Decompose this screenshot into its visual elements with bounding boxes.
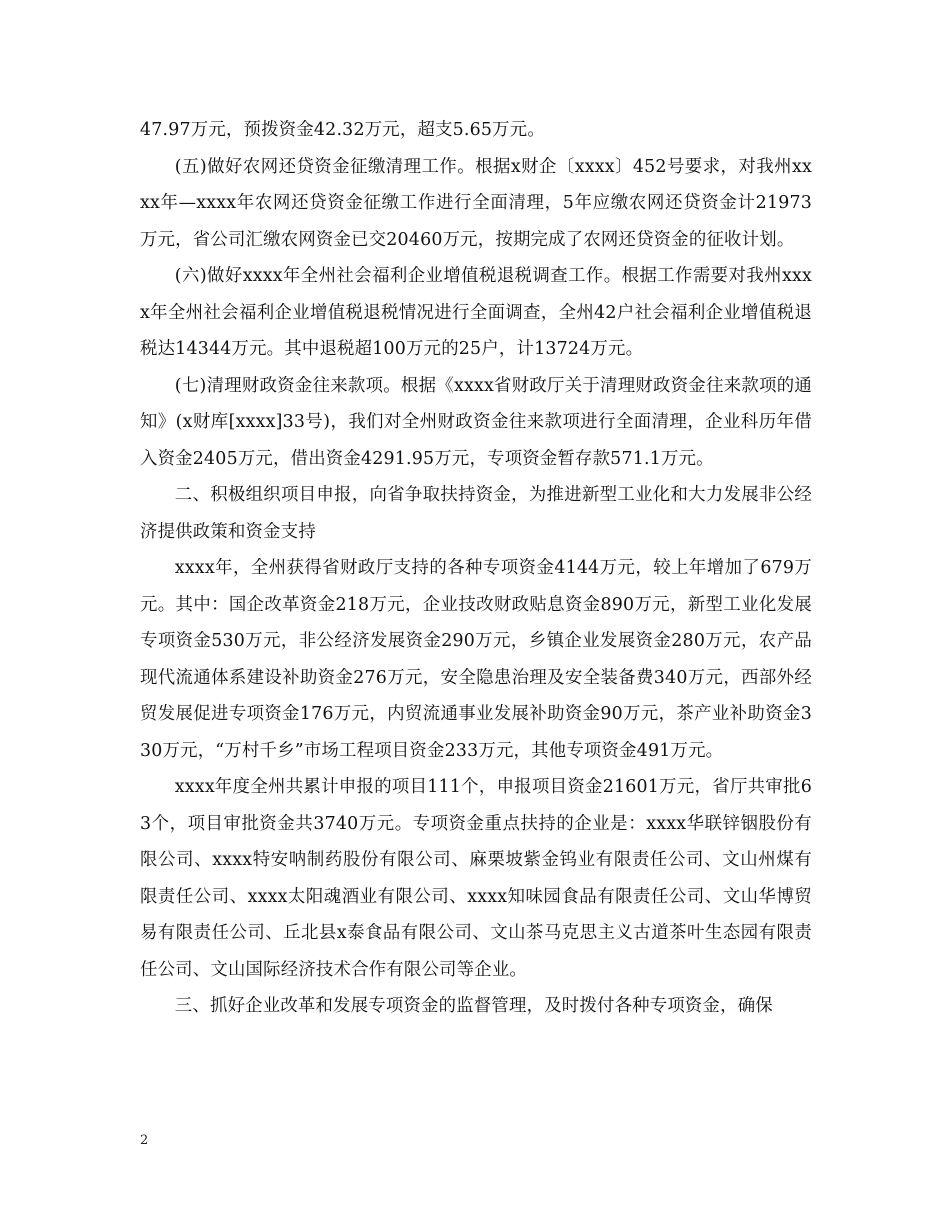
paragraph-welfare-tax-refund: (六)做好xxxx年全州社会福利企业增值税退税调查工作。根据工作需要对我州xxxx年全州社会福利企业增值税退税情况进行全面调查，全州42户社会福利企业增值税退税达14344万元。其中退税超100万元的25户，计13724万元。 [140, 266, 812, 359]
paragraph-fund-clearing: (七)清理财政资金往来款项。根据《xxxx省财政厅关于清理财政资金往来款项的通知》(x财库[xxxx]33号)，我们对全州财政资金往来款项进行全面清理，企业科历年借入资金2405万元，借出资金4291.95万元，专项资金暂存款571.1万元。 [140, 375, 812, 469]
section-heading-project-application: 二、积极组织项目申报，向省争取扶持资金，为推进新型工业化和大力发展非公经济提供政策和资金支持 [140, 485, 812, 542]
paragraph-projects-enterprises: xxxx年度全州共累计申报的项目111个，申报项目资金21601万元，省厅共审批63个，项目审批资金共3740万元。专项资金重点扶持的企业是：xxxx华联锌铟股份有限公司、xxxx特安呐制药股份有限公司、麻栗坡紫金钨业有限责任公司、文山州煤有限责任公司、xxxx太阳魂酒业有限公司、xxxx知味园食品有限责任公司、文山华博贸易有限责任公司、丘北县x泰食品有限公司、文山茶马克思主义古道茶叶生态园有限责任公司、文山国际经济技术合作有限公司等企业。 [140, 777, 812, 980]
section-heading-fund-supervision: 三、抓好企业改革和发展专项资金的监督管理，及时拨付各种专项资金，确保 [174, 996, 773, 1016]
paragraph-rural-grid-loan: (五)做好农网还贷资金征缴清理工作。根据x财企〔xxxx〕452号要求，对我州xxxx年—xxxx年农网还贷资金征缴工作进行全面清理，5年应缴农网还贷资金计21973万元，省公司汇缴农网资金已交20460万元，按期完成了农网还贷资金的征收计划。 [140, 156, 812, 250]
paragraph-special-funds: xxxx年，全州获得省财政厅支持的各种专项资金4144万元，较上年增加了679万元。其中：国企改革资金218万元，企业技改财政贴息资金890万元，新型工业化发展专项资金530万元，非公经济发展资金290万元，乡镇企业发展资金280万元，农产品现代流通体系建设补助资金276万元，安全隐患治理及安全装备费340万元，西部外经贸发展促进专项资金176万元，内贸流通事业发展补助资金90万元，茶产业补助资金330万元，“万村千乡”市场工程项目资金233万元，其他专项资金491万元。 [140, 558, 812, 761]
page-number: 2 [140, 1133, 149, 1148]
document-body [140, 112, 812, 1025]
paragraph-continuation: 47.97万元，预拨资金42.32万元，超支5.65万元。 [140, 120, 545, 140]
